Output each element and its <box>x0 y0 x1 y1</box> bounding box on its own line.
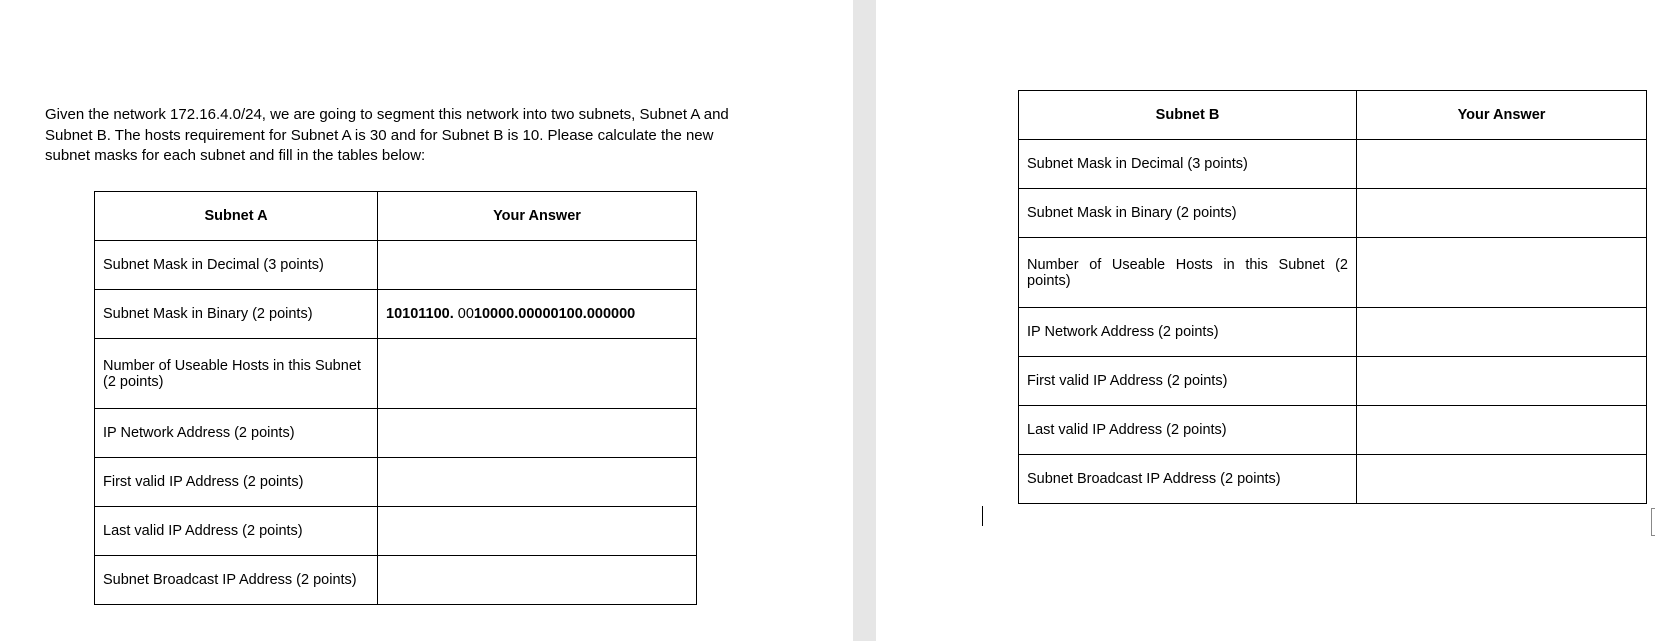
subnet-b-table <box>1018 90 1647 504</box>
binary-answer-part3: 10000.00000100.000000 <box>473 306 636 322</box>
row-label: Subnet Broadcast IP Address (2 points) <box>95 556 378 605</box>
answer-cell[interactable] <box>1357 406 1647 455</box>
table-row <box>1019 308 1647 357</box>
row-label: Last valid IP Address (2 points) <box>1019 406 1357 455</box>
row-label: First valid IP Address (2 points) <box>1019 357 1357 406</box>
subnet-a-header: Subnet A <box>95 192 378 241</box>
answer-cell[interactable] <box>378 458 697 507</box>
your-answer-header: Your Answer <box>1357 91 1647 140</box>
binary-answer-part2: 00 <box>457 306 474 322</box>
your-answer-header: Your Answer <box>378 192 697 241</box>
row-label: Last valid IP Address (2 points) <box>95 507 378 556</box>
row-label: Subnet Mask in Decimal (3 points) <box>95 241 378 290</box>
table-row <box>1019 357 1647 406</box>
answer-cell[interactable] <box>378 507 697 556</box>
page-edge-marker <box>1651 508 1655 536</box>
row-label: Subnet Mask in Binary (2 points) <box>1019 189 1357 238</box>
table-row <box>95 458 697 507</box>
answer-cell[interactable] <box>378 241 697 290</box>
answer-cell[interactable] <box>1357 140 1647 189</box>
answer-cell[interactable] <box>1357 455 1647 504</box>
row-label: IP Network Address (2 points) <box>1019 308 1357 357</box>
table-row <box>1019 455 1647 504</box>
table-row <box>95 339 697 409</box>
answer-cell[interactable] <box>1357 308 1647 357</box>
answer-cell[interactable] <box>378 556 697 605</box>
binary-answer-part1: 10101100. <box>386 306 458 322</box>
table-header-row <box>1019 91 1647 140</box>
row-label: Number of Useable Hosts in this Subnet (2 points) <box>1019 238 1357 308</box>
answer-cell[interactable] <box>1357 357 1647 406</box>
row-label: Subnet Mask in Decimal (3 points) <box>1019 140 1357 189</box>
row-label: Number of Useable Hosts in this Subnet (2 points) <box>95 339 378 409</box>
subnet-b-header: Subnet B <box>1019 91 1357 140</box>
table-row <box>1019 406 1647 455</box>
row-label: First valid IP Address (2 points) <box>95 458 378 507</box>
intro-paragraph[interactable]: Given the network 172.16.4.0/24, we are going to segment this network into two subnets, Subnet A and Subnet B. The hosts requirement for Subnet A is 30 and for Subnet B is 10. Please calculate the new subnet masks for each subnet and fill in the tables below: <box>45 106 729 164</box>
table-row <box>1019 140 1647 189</box>
row-label: Subnet Broadcast IP Address (2 points) <box>1019 455 1357 504</box>
page-separator <box>853 0 876 641</box>
answer-cell[interactable] <box>1357 189 1647 238</box>
answer-cell[interactable] <box>378 409 697 458</box>
table-row <box>1019 238 1647 308</box>
answer-cell[interactable] <box>1357 238 1647 308</box>
table-row <box>1019 189 1647 238</box>
row-label: Subnet Mask in Binary (2 points) <box>95 290 378 339</box>
subnet-a-table <box>94 191 697 605</box>
table-row <box>95 556 697 605</box>
table-header-row <box>95 192 697 241</box>
table-row <box>95 507 697 556</box>
row-label: IP Network Address (2 points) <box>95 409 378 458</box>
answer-cell[interactable] <box>378 339 697 409</box>
table-row <box>95 409 697 458</box>
answer-cell[interactable] <box>378 290 697 339</box>
table-row <box>95 241 697 290</box>
table-row <box>95 290 697 339</box>
text-cursor <box>982 506 983 526</box>
